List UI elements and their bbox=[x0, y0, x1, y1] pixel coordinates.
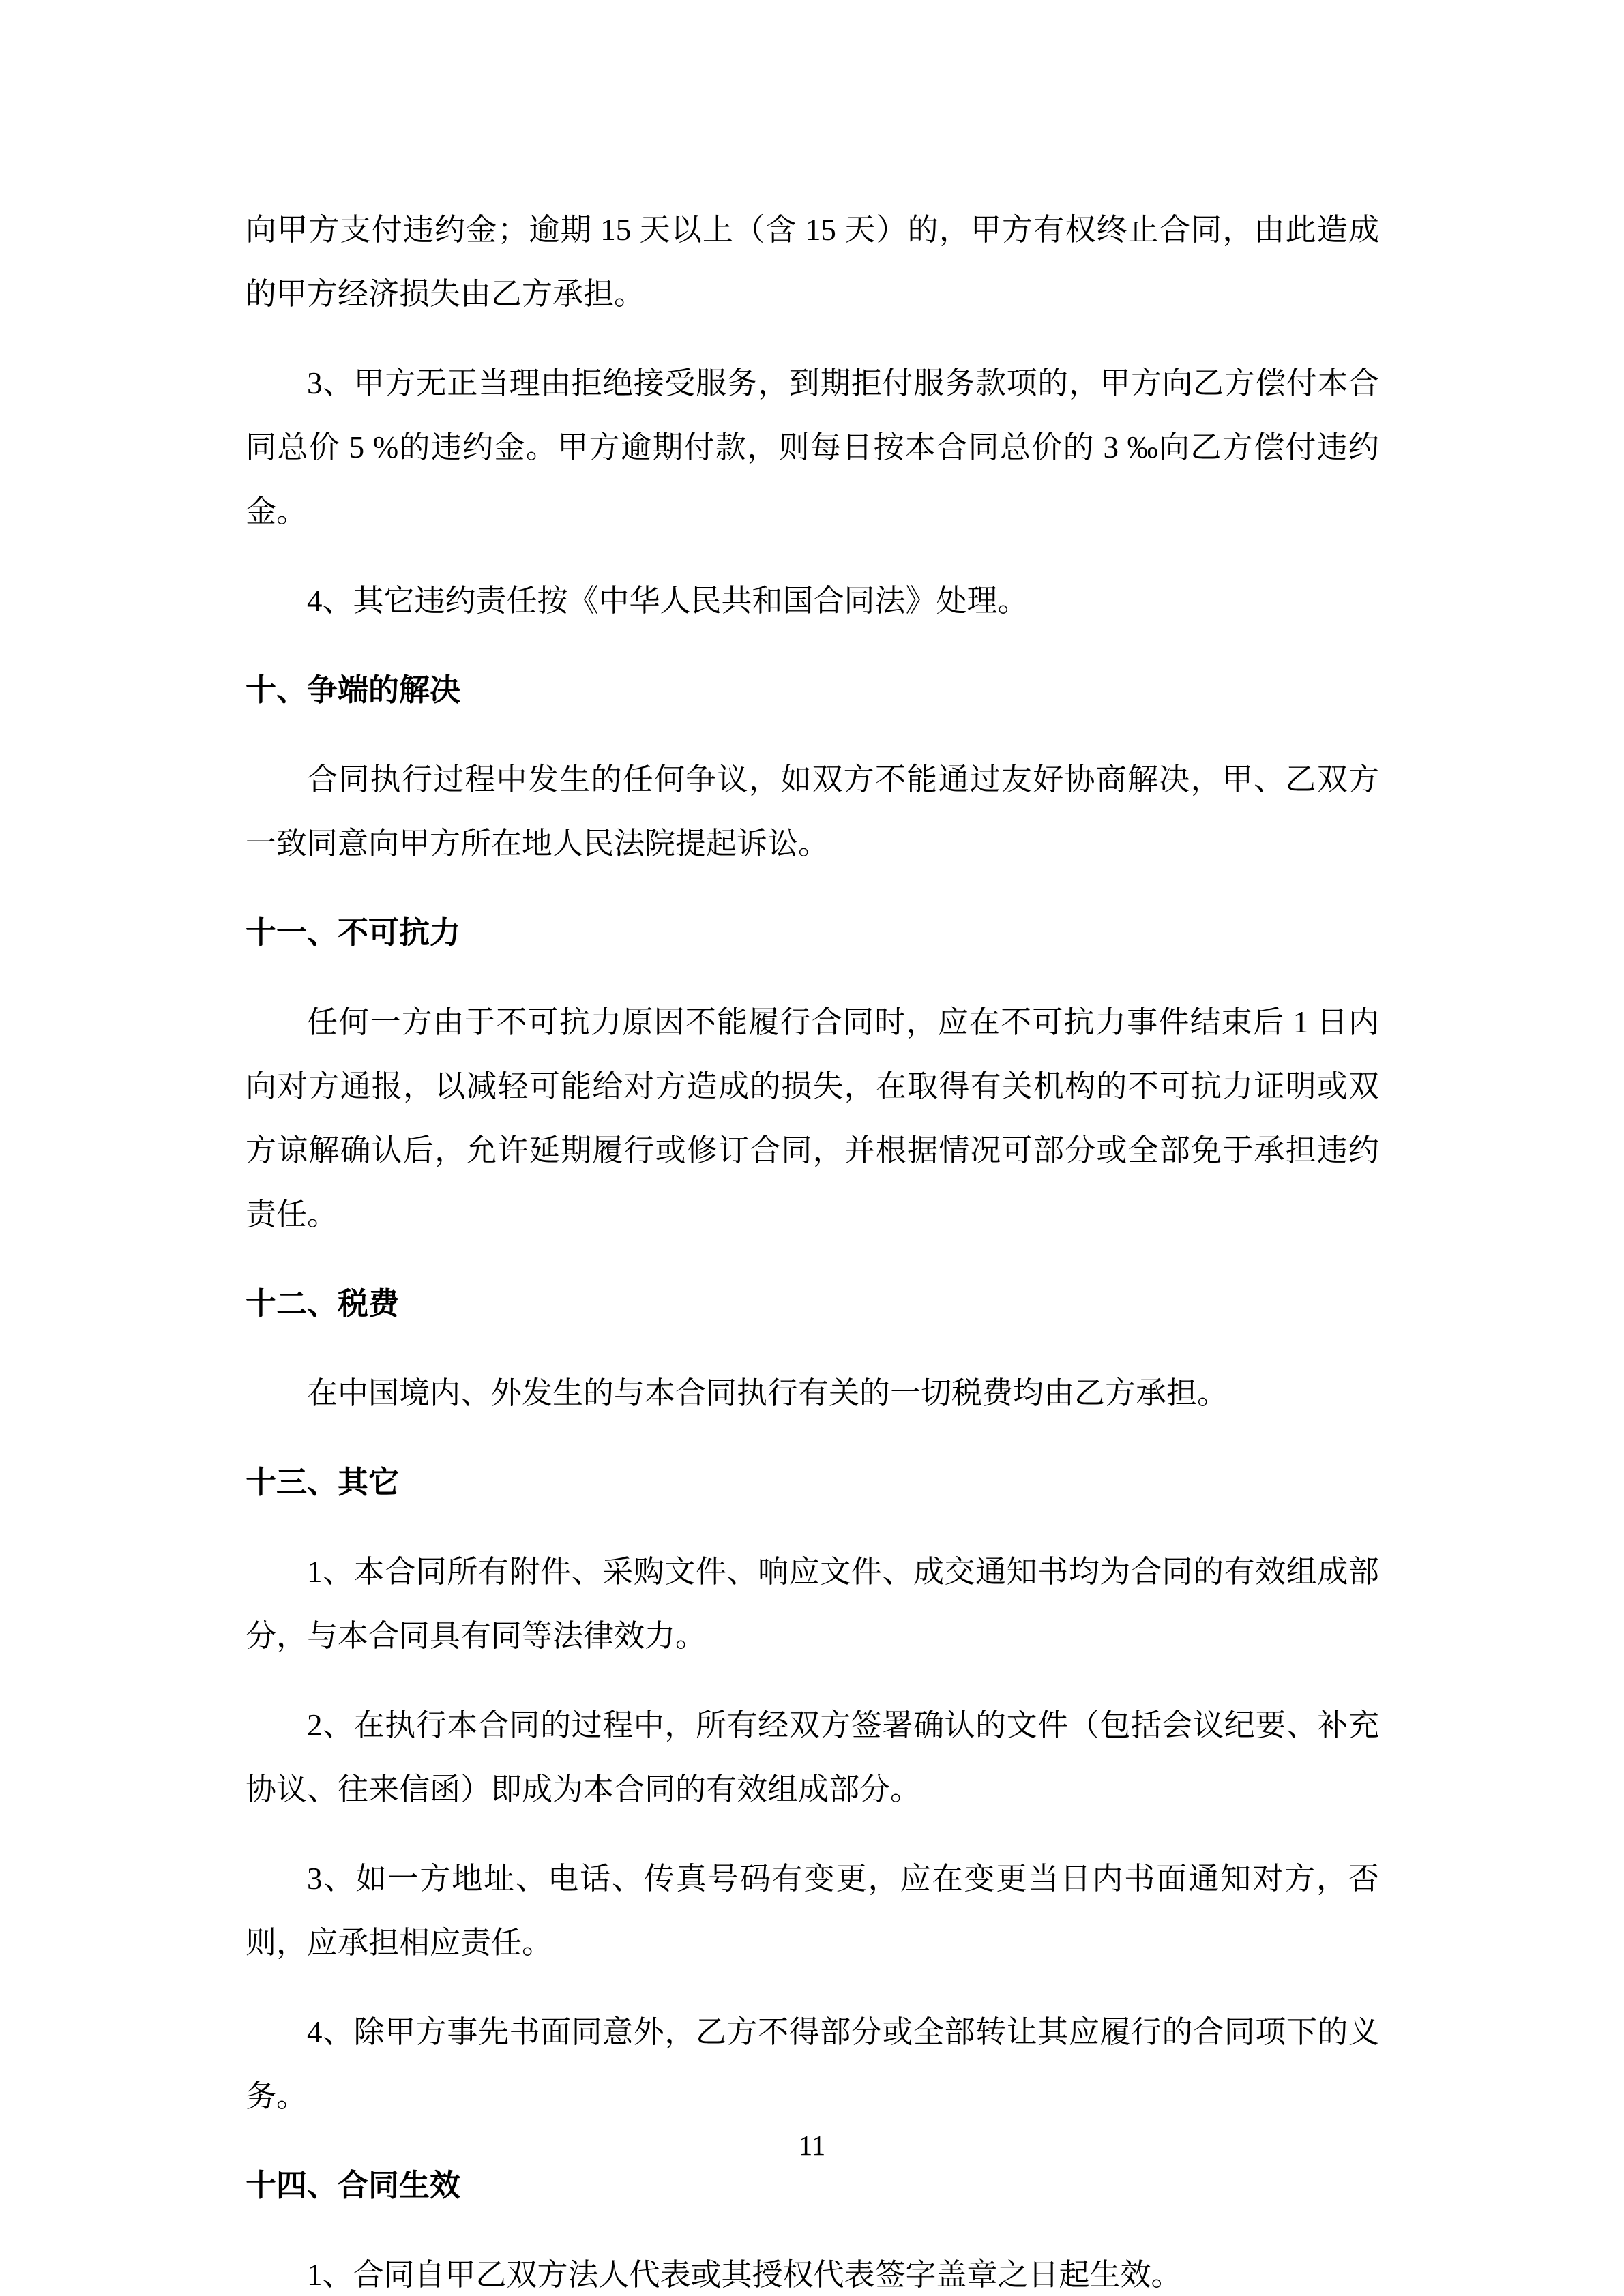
page-number: 11 bbox=[798, 2130, 826, 2161]
paragraph-force-majeure: 任何一方由于不可抗力原因不能履行合同时，应在不可抗力事件结束后 1 日内向对方通报，以减轻可能给对方造成的损失，在取得有关机构的不可抗力证明或双方谅解确认后，允许延期履行或修订合同，并根据情况可部分或全部免于承担违约责任。 bbox=[246, 1005, 1379, 1232]
section-heading-dispute: 十、争端的解决 bbox=[246, 673, 461, 707]
paragraph-breach-item-3: 3、甲方无正当理由拒绝接受服务，到期拒付服务款项的，甲方向乙方偿付本合同总价 5 %的违约金。甲方逾期付款，则每日按本合同总价的 3 ‰向乙方偿付违约金。 bbox=[246, 366, 1379, 528]
paragraph-taxes: 在中国境内、外发生的与本合同执行有关的一切税费均由乙方承担。 bbox=[307, 1376, 1228, 1410]
paragraph-breach-item-4: 4、其它违约责任按《中华人民共和国合同法》处理。 bbox=[307, 584, 1029, 618]
section-heading-taxes: 十二、税费 bbox=[246, 1287, 400, 1321]
paragraph-misc-item-1: 1、本合同所有附件、采购文件、响应文件、成交通知书均为合同的有效组成部分，与本合同具有同等法律效力。 bbox=[246, 1555, 1379, 1653]
paragraph-continuation: 向甲方支付违约金；逾期 15 天以上（含 15 天）的，甲方有权终止合同，由此造成的甲方经济损失由乙方承担。 bbox=[246, 213, 1379, 311]
paragraph-misc-item-2: 2、在执行本合同的过程中，所有经双方签署确认的文件（包括会议纪要、补充协议、往来信函）即成为本合同的有效组成部分。 bbox=[246, 1708, 1379, 1806]
contract-body bbox=[246, 198, 1379, 2296]
section-heading-force-majeure: 十一、不可抗力 bbox=[246, 916, 461, 950]
paragraph-misc-item-3: 3、如一方地址、电话、传真号码有变更，应在变更当日内书面通知对方，否则，应承担相应责任。 bbox=[246, 1862, 1379, 1960]
paragraph-misc-item-4: 4、除甲方事先书面同意外，乙方不得部分或全部转让其应履行的合同项下的义务。 bbox=[246, 2015, 1379, 2113]
section-heading-misc: 十三、其它 bbox=[246, 1465, 400, 1500]
paragraph-effectiveness-item-1: 1、合同自甲乙双方法人代表或其授权代表签字盖章之日起生效。 bbox=[307, 2258, 1182, 2292]
paragraph-dispute: 合同执行过程中发生的任何争议，如双方不能通过友好协商解决，甲、乙双方一致同意向甲方所在地人民法院提起诉讼。 bbox=[246, 762, 1379, 861]
section-heading-effectiveness: 十四、合同生效 bbox=[246, 2168, 461, 2203]
